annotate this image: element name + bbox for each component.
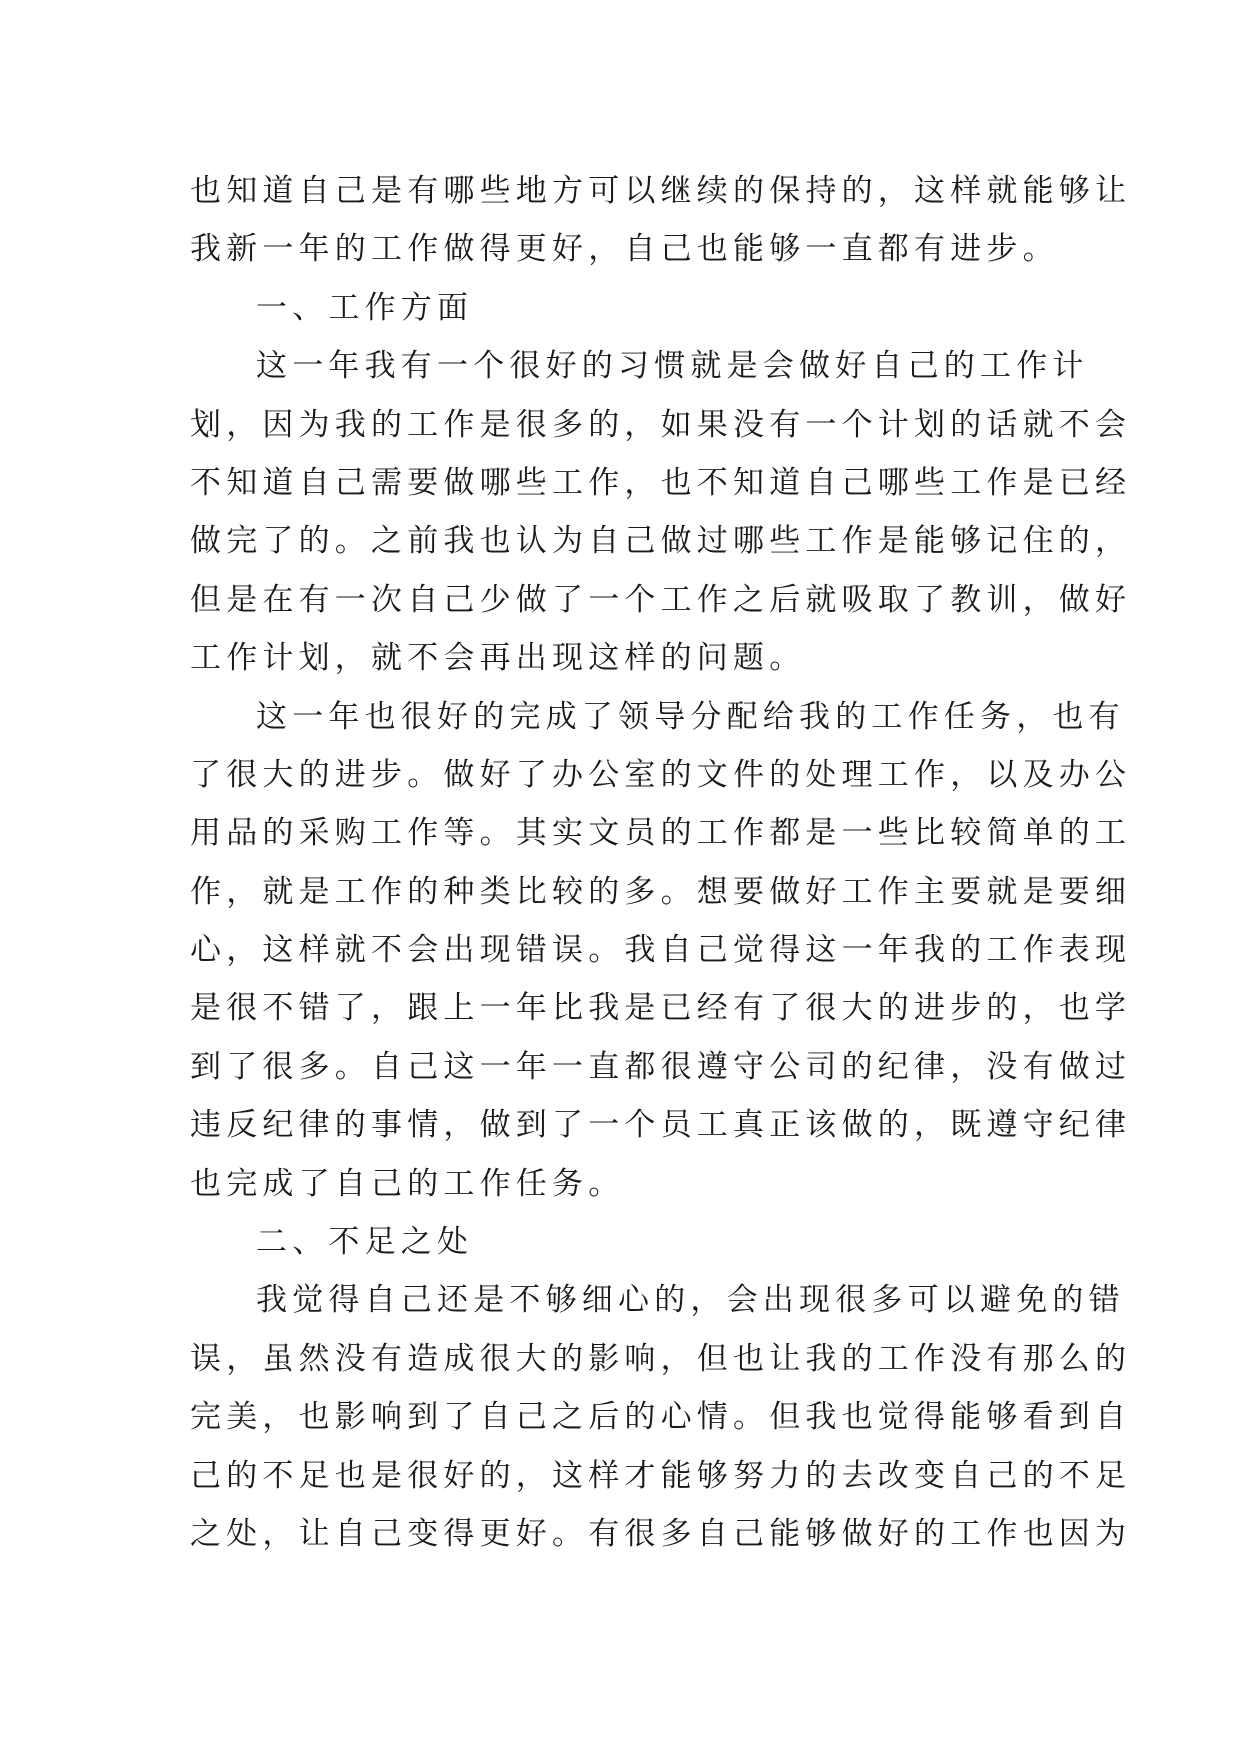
text-line: 到了很多。自己这一年一直都很遵守公司的纪律，没有做过	[190, 1048, 1132, 1085]
text-line: 但是在有一次自己少做了一个工作之后就吸取了教训，做好	[190, 581, 1132, 618]
text-line: 作，就是工作的种类比较的多。想要做好工作主要就是要细	[190, 873, 1132, 910]
text-line: 我觉得自己还是不够细心的，会出现很多可以避免的错	[256, 1282, 1125, 1319]
text-line: 这一年也很好的完成了领导分配给我的工作任务，也有	[256, 698, 1125, 735]
text-line: 完美，也影响到了自己之后的心情。但我也觉得能够看到自	[190, 1399, 1132, 1436]
text-line: 用品的采购工作等。其实文员的工作都是一些比较简单的工	[190, 815, 1132, 852]
text-line: 工作计划，就不会再出现这样的问题。	[190, 640, 806, 677]
text-line: 心，这样就不会出现错误。我自己觉得这一年我的工作表现	[190, 932, 1132, 969]
text-line: 违反纪律的事情，做到了一个员工真正该做的，既遵守纪律	[190, 1107, 1132, 1144]
text-line: 二、不足之处	[256, 1224, 474, 1261]
text-line: 一、工作方面	[256, 289, 474, 326]
text-line: 也知道自己是有哪些地方可以继续的保持的，这样就能够让	[190, 173, 1132, 209]
text-line: 划，因为我的工作是很多的，如果没有一个计划的话就不会	[190, 406, 1132, 443]
text-line: 也完成了自己的工作任务。	[190, 1165, 625, 1202]
text-line: 我新一年的工作做得更好，自己也能够一直都有进步。	[190, 231, 1059, 268]
text-line: 做完了的。之前我也认为自己做过哪些工作是能够记住的，	[190, 523, 1132, 560]
text-line: 是很不错了，跟上一年比我是已经有了很大的进步的，也学	[190, 990, 1132, 1027]
text-line: 误，虽然没有造成很大的影响，但也让我的工作没有那么的	[190, 1340, 1132, 1377]
text-line: 之处，让自己变得更好。有很多自己能够做好的工作也因为	[190, 1515, 1132, 1552]
text-line: 这一年我有一个很好的习惯就是会做好自己的工作计	[256, 348, 1089, 385]
text-line: 己的不足也是很好的，这样才能够努力的去改变自己的不足	[190, 1457, 1132, 1494]
text-line: 了很大的进步。做好了办公室的文件的处理工作，以及办公	[190, 756, 1132, 793]
document-body	[190, 162, 1132, 1563]
text-line: 不知道自己需要做哪些工作，也不知道自己哪些工作是已经	[190, 464, 1132, 501]
